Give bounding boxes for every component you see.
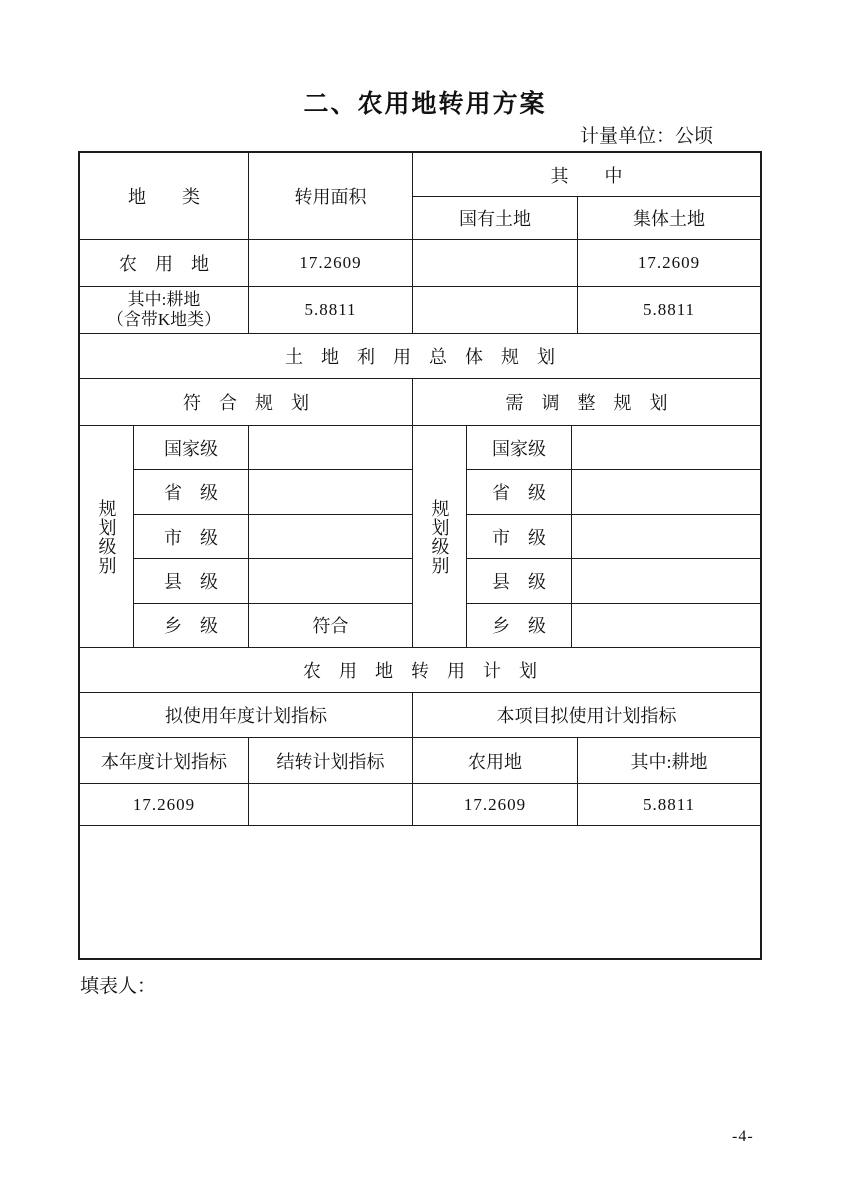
land-conversion-table xyxy=(78,151,762,960)
adjust-plan-header: 需 调 整 规 划 xyxy=(505,393,668,413)
comply-level-township xyxy=(134,604,412,647)
cultivated-collective: 5.8811 xyxy=(642,300,696,319)
adjust-level-county xyxy=(467,559,760,603)
value-farmland: 17.2609 xyxy=(413,784,578,825)
cultivated-label-line1: 其中:耕地 xyxy=(127,289,201,309)
measurement-unit-label: 计量单位：公顷 xyxy=(579,126,713,147)
overall-plan-title: 土 地 利 用 总 体 规 划 xyxy=(285,347,555,367)
comply-level-axis-label: 规划级别 xyxy=(80,426,134,647)
adjust-level-province-value xyxy=(572,470,760,513)
adjust-level-county-label: 县 级 xyxy=(467,559,572,602)
form-filler-label: 填表人： xyxy=(80,976,157,997)
table-row-farmland xyxy=(80,240,760,287)
adjust-level-axis-label: 规划级别 xyxy=(413,426,467,647)
comply-level-township-label: 乡 级 xyxy=(134,604,249,647)
conversion-plan-title: 农 用 地 转 用 计 划 xyxy=(303,661,537,681)
value-current-year: 17.2609 xyxy=(80,784,249,825)
cultivated-label xyxy=(80,287,249,333)
value-carryover xyxy=(249,784,413,825)
col-header-current-year: 本年度计划指标 xyxy=(80,738,249,783)
annual-indicator-header: 拟使用年度计划指标 xyxy=(80,693,413,737)
adjust-level-city-label: 市 级 xyxy=(467,515,572,558)
conversion-plan-title-row xyxy=(80,648,760,693)
header-among-which: 其 中 xyxy=(413,153,760,197)
adjust-level-city-value xyxy=(572,515,760,558)
project-indicator-header: 本项目拟使用计划指标 xyxy=(496,706,677,726)
col-header-farmland: 农用地 xyxy=(413,738,578,783)
adjust-level-township xyxy=(467,604,760,647)
comply-level-city xyxy=(134,515,412,559)
adjust-level-national xyxy=(467,426,760,470)
empty-remarks-cell xyxy=(80,826,760,958)
header-collective: 集体土地 xyxy=(633,209,705,229)
conversion-values-row xyxy=(80,784,760,826)
planning-levels-row xyxy=(80,426,760,648)
adjust-level-national-label: 国家级 xyxy=(467,426,572,469)
cultivated-area: 5.8811 xyxy=(249,287,413,333)
col-header-carryover: 结转计划指标 xyxy=(249,738,413,783)
comply-level-province xyxy=(134,470,412,514)
adjust-level-national-value xyxy=(572,426,760,469)
adjust-level-province xyxy=(467,470,760,514)
adjust-level-township-label: 乡 级 xyxy=(467,604,572,647)
header-among-which-group xyxy=(413,153,760,239)
header-land-type: 地 类 xyxy=(80,153,249,239)
comply-level-province-label: 省 级 xyxy=(134,470,249,513)
comply-level-city-label: 市 级 xyxy=(134,515,249,558)
table-row-cultivated xyxy=(80,287,760,334)
col-header-cultivated: 其中:耕地 xyxy=(630,751,708,772)
comply-level-county-label: 县 级 xyxy=(134,559,249,602)
farmland-area: 17.2609 xyxy=(249,240,413,286)
adjust-level-province-label: 省 级 xyxy=(467,470,572,513)
comply-level-county xyxy=(134,559,412,603)
comply-levels-block xyxy=(80,426,413,647)
header-conversion-area: 转用面积 xyxy=(249,153,413,239)
header-state-owned: 国有土地 xyxy=(413,197,578,239)
adjust-levels-block xyxy=(413,426,760,647)
overall-plan-title-row xyxy=(80,334,760,379)
value-cultivated: 5.8811 xyxy=(642,794,696,814)
adjust-level-township-value xyxy=(572,604,760,647)
comply-level-national-value xyxy=(249,426,412,469)
comply-plan-header: 符 合 规 划 xyxy=(80,379,413,425)
cultivated-label-line2: （含带K地类） xyxy=(106,310,222,329)
page-title: 二、农用地转用方案 xyxy=(303,90,547,118)
comply-level-county-value xyxy=(249,559,412,602)
farmland-state-owned xyxy=(413,240,578,286)
comply-level-province-value xyxy=(249,470,412,513)
table-header-row xyxy=(80,153,760,240)
farmland-collective: 17.2609 xyxy=(637,253,701,272)
comply-level-national xyxy=(134,426,412,470)
comply-level-city-value xyxy=(249,515,412,558)
farmland-label: 农 用 地 xyxy=(80,240,249,286)
comply-level-national-label: 国家级 xyxy=(134,426,249,469)
adjust-level-city xyxy=(467,515,760,559)
conversion-columns-row xyxy=(80,738,760,784)
empty-remarks-row xyxy=(80,826,760,958)
cultivated-state-owned xyxy=(413,287,578,333)
comply-level-township-value: 符合 xyxy=(312,616,349,637)
plan-subheader-row xyxy=(80,379,760,426)
conversion-subheader-row xyxy=(80,693,760,738)
page-number: -4- xyxy=(732,1128,754,1145)
adjust-level-county-value xyxy=(572,559,760,602)
